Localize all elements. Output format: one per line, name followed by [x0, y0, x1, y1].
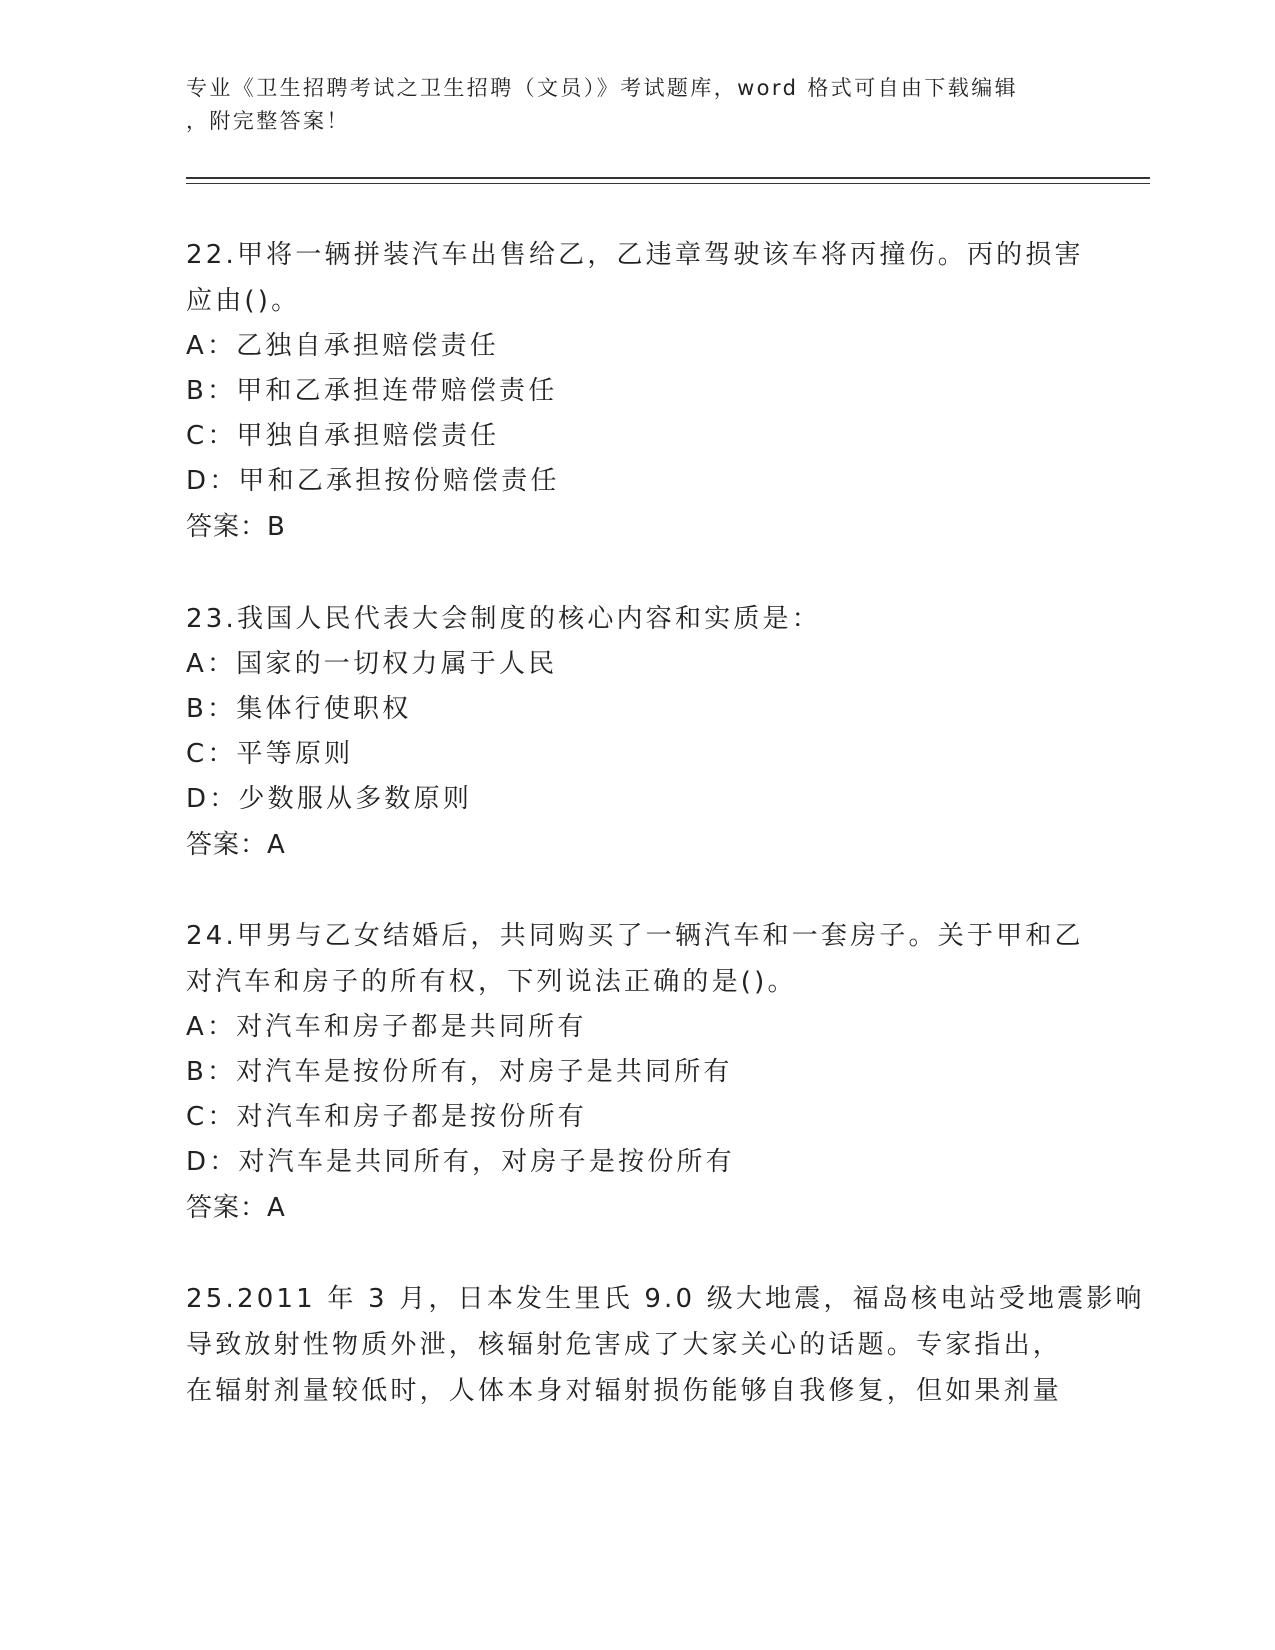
option-c: C：对汽车和房子都是按份所有 — [186, 1102, 587, 1132]
question-stem — [186, 1276, 1145, 1414]
answer: 答案：A — [186, 1193, 286, 1223]
option-b: B：对汽车是按份所有，对房子是共同所有 — [186, 1057, 733, 1087]
header-line-1: 专业《卫生招聘考试之卫生招聘（文员）》考试题库，word 格式可自由下载编辑 — [186, 76, 1018, 100]
question-stem-line: 对汽车和房子的所有权，下列说法正确的是()。 — [186, 967, 797, 997]
question-stem — [186, 232, 1086, 324]
header-divider-thin — [186, 183, 1150, 184]
question-stem-line: 22.甲将一辆拼装汽车出售给乙，乙违章驾驶该车将丙撞伤。丙的损害 — [186, 240, 1084, 270]
question-stem-line: 导致放射性物质外泄，核辐射危害成了大家关心的话题。专家指出， — [186, 1330, 1063, 1360]
option-c: C：平等原则 — [186, 739, 354, 769]
question-stem-line: 24.甲男与乙女结婚后，共同购买了一辆汽车和一套房子。关于甲和乙 — [186, 921, 1084, 951]
question-25 — [186, 1276, 1145, 1414]
question-22 — [186, 232, 1086, 550]
option-a: A：国家的一切权力属于人民 — [186, 649, 558, 679]
question-23 — [186, 596, 1086, 868]
document-header — [186, 72, 1066, 138]
answer: 答案：A — [186, 830, 286, 860]
question-stem-line: 25.2011 年 3 月，日本发生里氏 9.0 级大地震，福岛核电站受地震影响 — [186, 1284, 1145, 1314]
answer: 答案：B — [186, 512, 286, 542]
option-b: B：甲和乙承担连带赔偿责任 — [186, 376, 558, 406]
header-divider-thick — [186, 177, 1150, 179]
option-a: A：对汽车和房子都是共同所有 — [186, 1012, 587, 1042]
question-24 — [186, 913, 1086, 1231]
option-b: B：集体行使职权 — [186, 694, 412, 724]
question-stem-line: 23.我国人民代表大会制度的核心内容和实质是： — [186, 604, 821, 634]
question-stem — [186, 596, 1086, 642]
option-d: D：对汽车是共同所有，对房子是按份所有 — [186, 1147, 735, 1177]
option-d: D：少数服从多数原则 — [186, 784, 473, 814]
option-d: D：甲和乙承担按份赔偿责任 — [186, 466, 560, 496]
header-line-2: ，附完整答案！ — [186, 109, 350, 133]
question-stem — [186, 913, 1086, 1005]
option-c: C：甲独自承担赔偿责任 — [186, 421, 500, 451]
question-stem-line: 应由()。 — [186, 286, 301, 316]
question-stem-line: 在辐射剂量较低时，人体本身对辐射损伤能够自我修复，但如果剂量 — [186, 1376, 1063, 1406]
option-a: A：乙独自承担赔偿责任 — [186, 331, 499, 361]
